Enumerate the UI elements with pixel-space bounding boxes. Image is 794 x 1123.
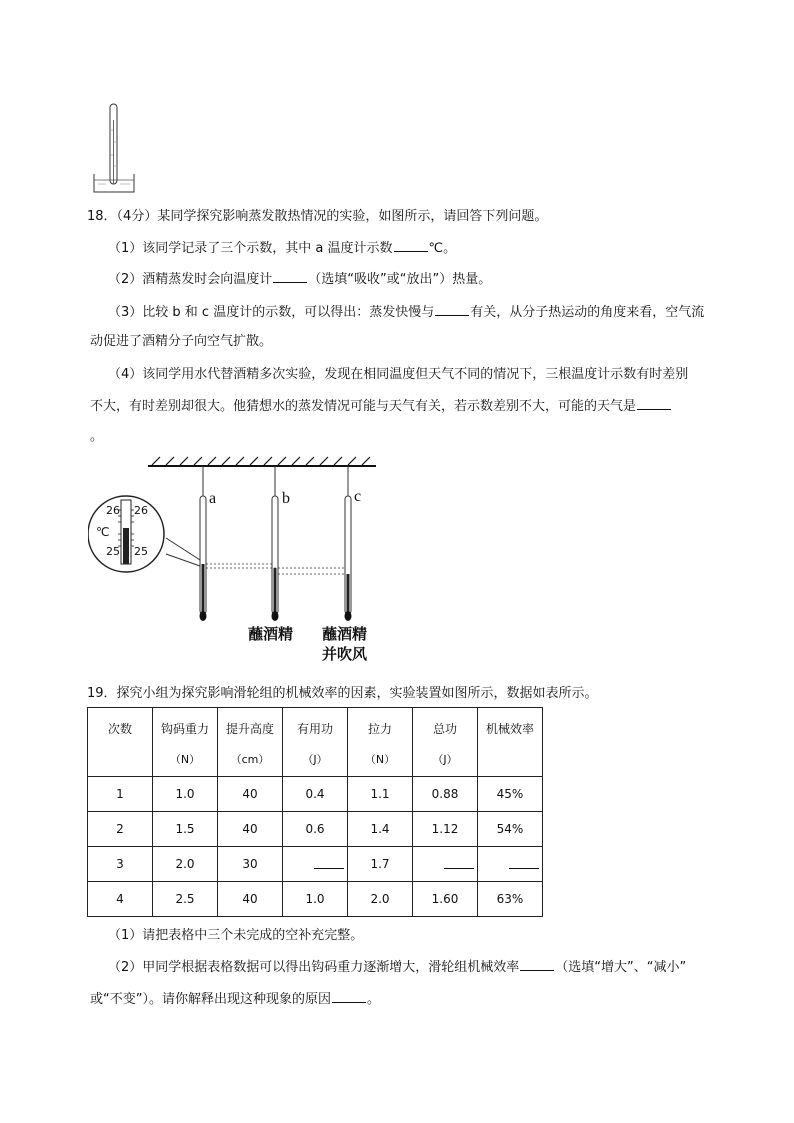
answer-blank-efficiency[interactable] bbox=[478, 847, 543, 882]
q19-stem: 19．探究小组为探究影响滑轮组的机械效率的因素，实验装置如图所示，数据如表所示。 bbox=[87, 686, 598, 701]
caption-c-line2: 并吹风 bbox=[322, 645, 368, 663]
efficiency-table bbox=[87, 707, 543, 917]
q19-part1: （1）请把表格中三个未完成的空补充完整。 bbox=[108, 928, 364, 943]
header-total-work: 总功 （J） bbox=[413, 708, 478, 777]
thermometer-c bbox=[345, 496, 352, 621]
answer-blank-useful-work[interactable] bbox=[283, 847, 348, 882]
label-b: b bbox=[282, 490, 290, 507]
table-row: 1 1.0 40 0.4 1.1 0.88 45% bbox=[88, 777, 543, 812]
answer-blank-q18-2[interactable] bbox=[273, 270, 307, 283]
q18-part3-cont: 动促进了酒精分子向空气扩散。 bbox=[90, 334, 273, 349]
thermometer-a bbox=[200, 496, 207, 621]
answer-blank-q18-1[interactable] bbox=[394, 239, 428, 252]
header-weight: 钩码重力 （N） bbox=[153, 708, 218, 777]
table-row: 3 2.0 30 1.7 bbox=[88, 847, 543, 882]
q19-part2-cont: 或“不变”）。请你解释出现这种现象的原因 。 bbox=[90, 992, 380, 1007]
caption-c-line1: 蘸酒精 bbox=[322, 625, 368, 643]
q18-part4-end: 。 bbox=[90, 429, 104, 444]
q18-part2: （2）酒精蒸发时会向温度计 （选填“吸收”或“放出”）热量。 bbox=[108, 272, 492, 287]
table-row: 2 1.5 40 0.6 1.4 1.12 54% bbox=[88, 812, 543, 847]
table-row: 4 2.5 40 1.0 2.0 1.60 63% bbox=[88, 882, 543, 917]
ceiling-hatching bbox=[152, 457, 370, 465]
q18-stem: 18．（4分）某同学探究影响蒸发散热情况的实验，如图所示，请回答下列问题。 bbox=[87, 209, 548, 224]
scale-label-26-right: 26 bbox=[134, 504, 148, 517]
scale-label-26-left: 26 bbox=[106, 504, 120, 517]
header-pull: 拉力 （N） bbox=[348, 708, 413, 777]
q18-part3: （3）比较 b 和 c 温度计的示数，可以得出：蒸发快慢与 有关，从分子热运动的角度来看，空气流 bbox=[108, 305, 705, 320]
three-thermometers-figure bbox=[88, 456, 388, 666]
label-a: a bbox=[209, 490, 217, 507]
q19-part2: （2）甲同学根据表格数据可以得出钩码重力逐渐增大，滑轮组机械效率 （选填“增大”、“减小” bbox=[108, 960, 687, 975]
answer-blank-q18-4[interactable] bbox=[637, 397, 671, 410]
header-useful-work: 有用功 （J） bbox=[283, 708, 348, 777]
header-efficiency: 机械效率 bbox=[478, 708, 543, 777]
caption-b: 蘸酒精 bbox=[248, 625, 294, 643]
q18-part4: （4）该同学用水代替酒精多次实验，发现在相同温度但天气不同的情况下，三根温度计示数有时差别 bbox=[108, 367, 689, 382]
unit-celsius: ℃ bbox=[96, 525, 110, 539]
scale-label-25-right: 25 bbox=[134, 545, 148, 558]
scale-label-25-left: 25 bbox=[106, 545, 120, 558]
answer-blank-q19-2b[interactable] bbox=[332, 990, 366, 1003]
label-c: c bbox=[354, 488, 362, 505]
q18-part1: （1）该同学记录了三个示数，其中 a 温度计示数 ℃。 bbox=[108, 241, 457, 256]
thermometer-b bbox=[272, 496, 279, 621]
table-header-row bbox=[88, 708, 543, 777]
header-count: 次数 bbox=[88, 708, 153, 777]
answer-blank-q18-3[interactable] bbox=[435, 303, 469, 316]
header-height: 提升高度 （cm） bbox=[218, 708, 283, 777]
answer-blank-total-work[interactable] bbox=[413, 847, 478, 882]
thermometer-beaker-figure bbox=[90, 100, 140, 196]
q18-part4-cont: 不大，有时差别却很大。他猜想水的蒸发情况可能与天气有关，若示数差别不大，可能的天气是 bbox=[90, 397, 672, 416]
answer-blank-q19-2a[interactable] bbox=[520, 958, 554, 971]
